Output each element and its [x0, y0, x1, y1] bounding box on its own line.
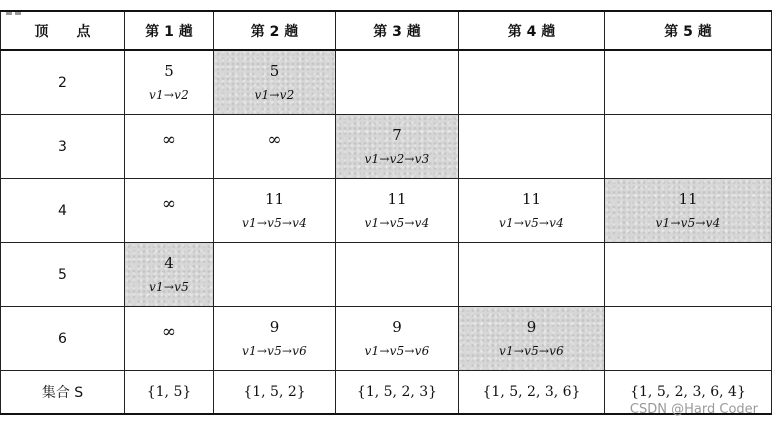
shortest-path: v1→v5	[149, 280, 189, 294]
shortest-path: v1→v5→v6	[242, 344, 307, 358]
shortest-path: v1→v5→v4	[364, 216, 430, 230]
distance-cell	[125, 115, 214, 179]
distance-cell	[214, 115, 336, 179]
distance-cell	[459, 50, 605, 115]
distance-cell	[605, 179, 772, 243]
distance-value: ∞	[161, 321, 177, 342]
shortest-path: v1→v5→v6	[364, 344, 430, 358]
header-pass-3: 第 3 趟	[336, 11, 459, 50]
distance-cell	[125, 179, 214, 243]
vertex-label: 2	[1, 50, 125, 115]
cropped-text-fragment	[6, 0, 46, 4]
shortest-path: v1→v5→v4	[655, 216, 721, 230]
distance-value: ∞	[267, 129, 282, 150]
distance-value: 11	[678, 190, 698, 208]
set-pass-5: {1, 5, 2, 3, 6, 4}	[605, 371, 772, 415]
distance-value: 11	[387, 190, 407, 208]
distance-cell	[214, 50, 336, 115]
shortest-path: v1→v2	[254, 88, 295, 102]
distance-cell	[336, 179, 459, 243]
distance-value: ∞	[161, 193, 177, 214]
distance-cell	[605, 307, 772, 371]
distance-value: 9	[392, 318, 402, 336]
distance-cell	[125, 50, 214, 115]
distance-value: 11	[521, 190, 542, 208]
distance-value: 5	[269, 62, 280, 80]
distance-cell	[336, 307, 459, 371]
vertex-row	[1, 115, 772, 179]
table-body	[1, 50, 772, 414]
distance-value: 7	[392, 126, 402, 144]
header-pass-1: 第 1 趟	[125, 11, 214, 50]
set-pass-4: {1, 5, 2, 3, 6}	[459, 371, 605, 415]
vertex-row	[1, 243, 772, 307]
distance-cell	[336, 243, 459, 307]
distance-cell	[459, 243, 605, 307]
header-pass-2: 第 2 趟	[214, 11, 336, 50]
vertex-row	[1, 179, 772, 243]
header-vertex: 顶 点	[1, 11, 125, 50]
shortest-path: v1→v2	[149, 88, 189, 102]
distance-value: 9	[526, 318, 537, 336]
vertex-label: 3	[1, 115, 125, 179]
distance-value: 11	[264, 190, 285, 208]
set-pass-1: {1, 5}	[125, 371, 214, 415]
distance-cell	[336, 50, 459, 115]
distance-value: 5	[164, 62, 174, 80]
distance-cell	[459, 307, 605, 371]
vertex-row	[1, 50, 772, 115]
vertex-label: 4	[1, 179, 125, 243]
set-pass-2: {1, 5, 2}	[214, 371, 336, 415]
distance-value: 4	[164, 254, 174, 272]
distance-value: ∞	[161, 129, 177, 150]
header-pass-5: 第 5 趟	[605, 11, 772, 50]
set-label: 集合 S	[1, 371, 125, 415]
distance-cell	[125, 307, 214, 371]
shortest-path: v1→v5→v4	[499, 216, 564, 230]
vertex-row	[1, 307, 772, 371]
distance-cell	[214, 243, 336, 307]
vertex-label: 6	[1, 307, 125, 371]
distance-cell	[125, 243, 214, 307]
csdn-watermark: CSDN @Hard Coder	[629, 402, 758, 417]
vertex-label: 5	[1, 243, 125, 307]
distance-cell	[214, 179, 336, 243]
distance-cell	[214, 307, 336, 371]
distance-value: 9	[269, 318, 280, 336]
distance-cell	[459, 179, 605, 243]
distance-cell	[605, 243, 772, 307]
shortest-path: v1→v5→v4	[242, 216, 307, 230]
distance-cell	[336, 115, 459, 179]
shortest-path: v1→v2→v3	[364, 152, 430, 166]
distance-cell	[459, 115, 605, 179]
set-pass-3: {1, 5, 2, 3}	[336, 371, 459, 415]
distance-cell	[605, 50, 772, 115]
distance-cell	[605, 115, 772, 179]
shortest-path: v1→v5→v6	[499, 344, 564, 358]
header-row	[1, 11, 772, 50]
dijkstra-shortest-path-table	[0, 10, 772, 415]
header-pass-4: 第 4 趟	[459, 11, 605, 50]
